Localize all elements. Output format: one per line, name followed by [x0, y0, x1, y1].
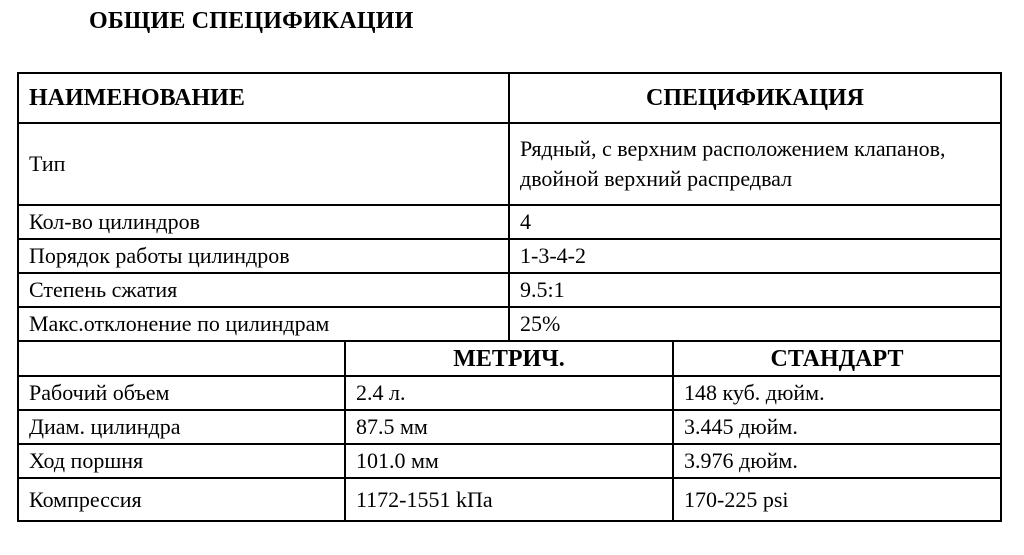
row-metric: 101.0 мм [345, 444, 673, 478]
page-title: ОБЩИЕ СПЕЦИФИКАЦИИ [89, 8, 414, 34]
header-row [18, 73, 1001, 123]
unit-header-empty [18, 341, 345, 376]
table-row [18, 273, 1001, 307]
row-value: Рядный, с верхним расположением клапанов, двойной верхний распредвал [509, 123, 1001, 205]
row-standard: 148 куб. дюйм. [673, 376, 1001, 410]
row-standard: 3.445 дюйм. [673, 410, 1001, 444]
row-label: Ход поршня [18, 444, 345, 478]
row-label: Рабочий объем [18, 376, 345, 410]
row-label: Порядок работы цилиндров [18, 239, 509, 273]
row-metric: 1172-1551 kПа [345, 478, 673, 521]
row-value: 1-3-4-2 [509, 239, 1001, 273]
table-row [18, 376, 1001, 410]
row-value: 25% [509, 307, 1001, 341]
unit-header-standard: СТАНДАРТ [673, 341, 1001, 376]
row-metric: 2.4 л. [345, 376, 673, 410]
row-label: Тип [18, 123, 509, 205]
table-row [18, 307, 1001, 341]
row-label: Макс.отклонение по цилиндрам [18, 307, 509, 341]
table-row [18, 205, 1001, 239]
spec-table [17, 72, 1002, 522]
row-standard: 3.976 дюйм. [673, 444, 1001, 478]
row-label: Диам. цилиндра [18, 410, 345, 444]
table-row [18, 410, 1001, 444]
table-row [18, 239, 1001, 273]
row-label: Кол-во цилиндров [18, 205, 509, 239]
row-label: Степень сжатия [18, 273, 509, 307]
row-value: 4 [509, 205, 1001, 239]
table-row [18, 478, 1001, 521]
header-name: НАИМЕНОВАНИЕ [18, 73, 509, 123]
row-metric: 87.5 мм [345, 410, 673, 444]
row-standard: 170-225 psi [673, 478, 1001, 521]
row-label: Компрессия [18, 478, 345, 521]
unit-header-metric: МЕТРИЧ. [345, 341, 673, 376]
table-row [18, 123, 1001, 205]
unit-header-row [18, 341, 1001, 376]
header-spec: СПЕЦИФИКАЦИЯ [509, 73, 1001, 123]
row-value: 9.5:1 [509, 273, 1001, 307]
table-row [18, 444, 1001, 478]
